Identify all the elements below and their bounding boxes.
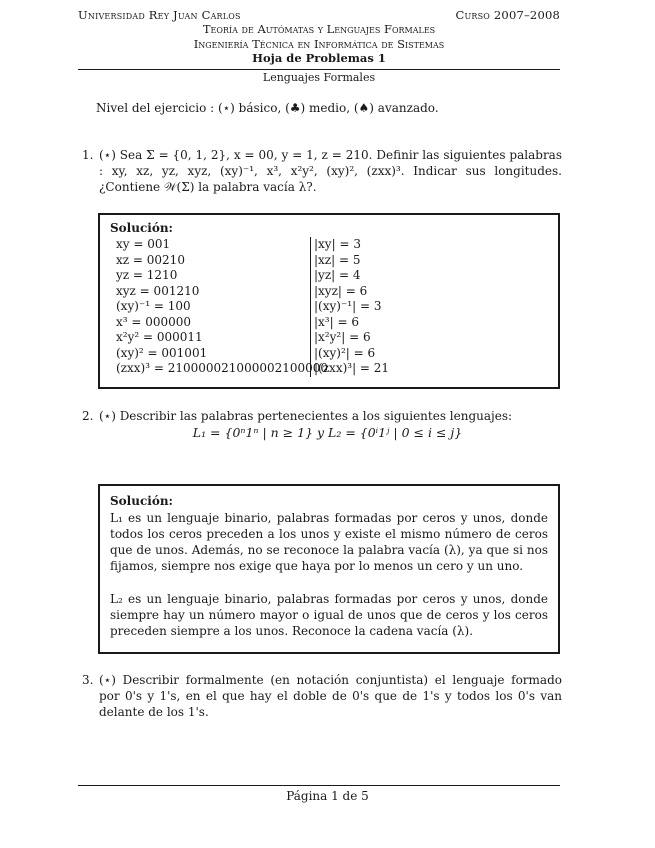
subject-name: Teoría de Autómatas y Lenguajes Formales (202, 22, 436, 36)
footer-rule (78, 785, 560, 786)
languages-formula: L₁ = {0ⁿ1ⁿ | n ≥ 1} y L₂ = {0ⁱ1ʲ | 0 ≤ i ≤ j} (192, 425, 463, 440)
course-year: Curso 2007–2008 (455, 8, 560, 22)
problem-statement: (⋆) Describir las palabras pertenecientes a los siguientes lenguajes: (99, 409, 513, 423)
solution-title: Solución: (110, 221, 173, 235)
university-name: Universidad Rey Juan Carlos (78, 8, 241, 22)
sheet-subtitle: Lenguajes Formales (262, 70, 376, 84)
word-cell: (zxx)³ = 210000021000002100000 (116, 361, 329, 375)
length-cell: |x²y²| = 6 (310, 330, 548, 346)
length-cell: |xy| = 3 (310, 237, 548, 253)
problem-statement: (⋆) Describir formalmente (en notación conjuntista) el lenguaje formado por 0's y 1's, en el que hay el doble de 0's que de 1's y todos los 0's van delante de los 1's. (99, 673, 562, 719)
header-rule (78, 69, 560, 70)
length-cell: |yz| = 4 (310, 268, 548, 284)
problem-number: 1. (82, 148, 94, 162)
word-cell: x³ = 000000 (116, 314, 192, 329)
word-cell: (xy)⁻¹ = 100 (116, 299, 191, 313)
degree-name: Ingeniería Técnica en Informática de Sistemas (193, 36, 445, 51)
length-cell: |xyz| = 6 (310, 284, 548, 300)
page-header (78, 8, 560, 84)
word-cell: xz = 00210 (116, 252, 185, 267)
problem-1 (82, 147, 562, 195)
level-legend: Nivel del ejercicio : (⋆) básico, (♣) medio, (♠) avanzado. (96, 101, 439, 115)
solution-box-2 (98, 484, 560, 654)
word-cell: x²y² = 000011 (116, 330, 203, 344)
problem-number: 3. (82, 673, 94, 687)
length-cell: |xz| = 5 (310, 253, 548, 269)
problem-number: 2. (82, 409, 94, 423)
problem-3 (82, 672, 562, 720)
solution-title: Solución: (110, 494, 173, 508)
word-cell: xy = 001 (116, 237, 171, 251)
page-number: Página 1 de 5 (286, 789, 369, 803)
length-cell: |(xy)⁻¹| = 3 (310, 299, 548, 315)
length-cell: |(xy)²| = 6 (310, 346, 548, 362)
header-top-row (78, 8, 560, 22)
word-cell: yz = 1210 (116, 268, 178, 282)
solution-table (110, 237, 548, 377)
word-cell: xyz = 001210 (116, 283, 200, 298)
problem-2 (82, 408, 562, 424)
length-cell: |x³| = 6 (310, 315, 548, 331)
problem-statement: (⋆) Sea Σ = {0, 1, 2}, x = 00, y = 1, z = 210. Definir las siguientes palabras : xy, xz, yz, xyz, (xy)⁻¹, x³, x²y², (xy)², (zxx)³. Indicar sus longitudes. ¿Contiene 𝒲(Σ) la palabra vacía λ?. (99, 148, 562, 194)
word-cell: (xy)² = 001001 (116, 345, 208, 360)
sheet-title: Hoja de Problemas 1 (252, 51, 386, 65)
length-cell: |(zxx)³| = 21 (310, 361, 548, 377)
solution-box-1 (98, 213, 560, 389)
solution-paragraph-l1: L₁ es un lenguaje binario, palabras formadas por ceros y unos, donde todos los ceros preceden a los unos y existe el mismo número de ceros que de unos. Además, no se reconoce la palabra vacía (λ), ya que si nos fijamos, siempre nos exige que haya por lo menos un cero y un uno. (110, 511, 548, 573)
solution-paragraph-l2: L₂ es un lenguaje binario, palabras formadas por ceros y unos, donde siempre hay un número mayor o igual de unos que de ceros y los ceros preceden siempre a los unos. Reconoce la cadena vacía (λ). (110, 592, 548, 638)
